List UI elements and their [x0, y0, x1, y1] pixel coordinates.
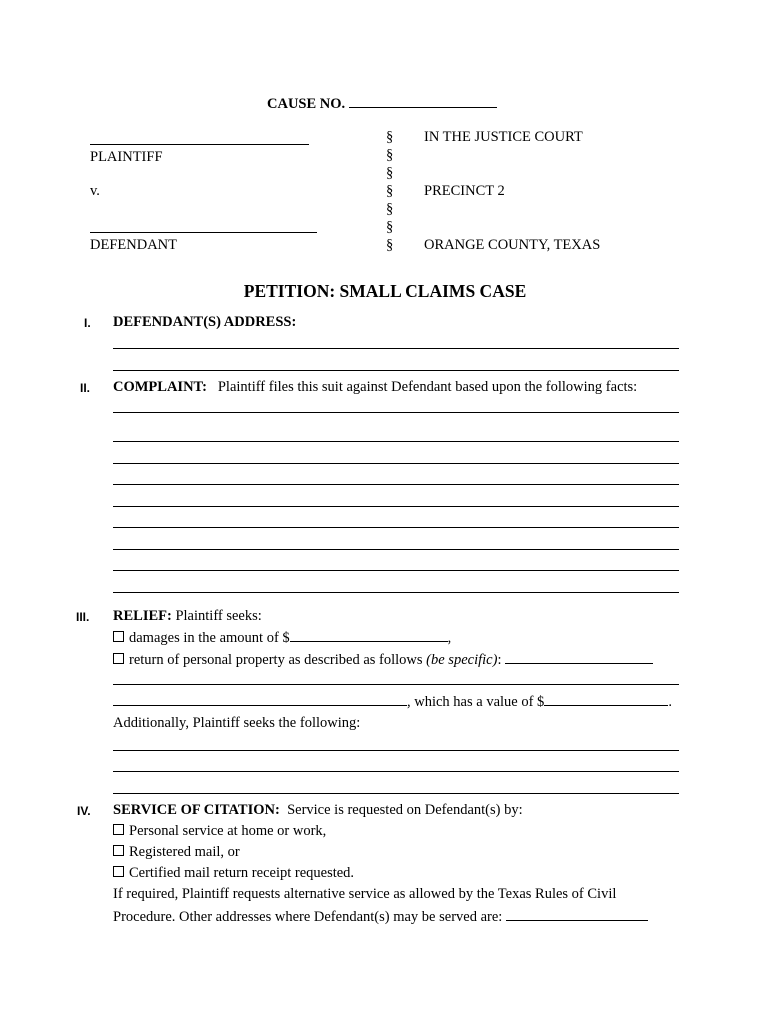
additional-relief-line[interactable] — [113, 771, 679, 772]
registered-mail-option — [113, 844, 240, 861]
property-description-field[interactable] — [113, 693, 407, 706]
damages-amount-field[interactable] — [290, 629, 448, 642]
section-numeral: I. — [84, 316, 91, 330]
petition-title: PETITION: SMALL CLAIMS CASE — [243, 281, 527, 301]
property-colon: : — [497, 652, 502, 668]
certified-mail-option — [113, 865, 354, 882]
cause-number-field[interactable] — [349, 95, 497, 108]
registered-mail-label: Registered mail, or — [129, 844, 240, 860]
court-label: IN THE JUSTICE COURT — [424, 129, 583, 145]
plaintiff-label: PLAINTIFF — [90, 149, 163, 165]
complaint-line[interactable] — [113, 484, 679, 485]
complaint-line[interactable] — [113, 527, 679, 528]
personal-service-checkbox[interactable] — [113, 824, 124, 835]
section-symbol: § — [386, 201, 394, 217]
alternative-service-text: If required, Plaintiff requests alternative service as allowed by the Texas Rules of Civil — [113, 886, 617, 902]
property-checkbox[interactable] — [113, 653, 124, 664]
plaintiff-name-line[interactable] — [90, 144, 309, 145]
damages-option — [113, 629, 451, 647]
section-numeral: IV. — [77, 804, 91, 818]
address-line[interactable] — [113, 370, 679, 371]
relief-heading-line — [113, 608, 262, 625]
property-specific-note: (be specific) — [426, 652, 498, 668]
section-numeral: III. — [76, 610, 90, 624]
section-symbol: § — [386, 219, 394, 235]
additional-relief-line[interactable] — [113, 793, 679, 794]
complaint-line[interactable] — [113, 592, 679, 593]
service-heading-line — [113, 802, 523, 819]
damages-comma: , — [447, 630, 452, 646]
personal-service-label: Personal service at home or work, — [129, 823, 327, 839]
precinct-label: PRECINCT 2 — [424, 183, 505, 199]
section-heading: DEFENDANT(S) ADDRESS: — [113, 314, 297, 330]
additional-relief-line[interactable] — [113, 750, 679, 751]
county-label: ORANGE COUNTY, TEXAS — [424, 237, 601, 253]
property-value-text: , which has a value of $ — [407, 694, 545, 710]
registered-mail-checkbox[interactable] — [113, 845, 124, 856]
section-symbol: § — [386, 147, 394, 163]
section-symbol: § — [386, 129, 394, 145]
complaint-text: Plaintiff files this suit against Defendant based upon the following facts: — [217, 379, 638, 395]
section-symbol: § — [386, 165, 394, 181]
versus-label: v. — [90, 183, 100, 199]
section-heading: COMPLAINT: — [113, 379, 207, 395]
property-value-line — [113, 693, 672, 711]
section-symbol: § — [386, 237, 394, 253]
complaint-line[interactable] — [113, 506, 679, 507]
property-value-field[interactable] — [544, 693, 668, 706]
additional-relief-text: Additionally, Plaintiff seeks the following: — [113, 715, 361, 731]
defendant-label: DEFENDANT — [90, 237, 177, 253]
damages-checkbox[interactable] — [113, 631, 124, 642]
complaint-line[interactable] — [113, 463, 679, 464]
address-line[interactable] — [113, 348, 679, 349]
certified-mail-checkbox[interactable] — [113, 866, 124, 877]
damages-label: damages in the amount of $ — [129, 630, 290, 646]
section-symbol: § — [386, 183, 394, 199]
section-heading: SERVICE OF CITATION: — [113, 802, 280, 818]
property-line[interactable] — [113, 684, 679, 685]
service-text: Service is requested on Defendant(s) by: — [287, 802, 523, 818]
certified-mail-label: Certified mail return receipt requested. — [129, 865, 355, 881]
property-label: return of personal property as described as follows — [129, 652, 423, 668]
section-numeral: II. — [80, 381, 91, 395]
section-heading: RELIEF: — [113, 608, 172, 624]
personal-service-option — [113, 823, 326, 840]
defendant-name-line[interactable] — [90, 232, 317, 233]
relief-text: Plaintiff seeks: — [175, 608, 262, 624]
other-addresses-line — [113, 908, 648, 926]
cause-number-label: CAUSE NO. — [267, 96, 346, 112]
complaint-line[interactable] — [113, 412, 679, 413]
other-addresses-text: Procedure. Other addresses where Defendant(s) may be served are: — [113, 909, 503, 925]
cause-number-line — [267, 95, 497, 113]
property-description-field[interactable] — [505, 651, 653, 664]
property-value-end: . — [668, 694, 672, 710]
complaint-line[interactable] — [113, 441, 679, 442]
other-addresses-field[interactable] — [506, 908, 648, 921]
property-option — [113, 651, 653, 669]
complaint-line[interactable] — [113, 549, 679, 550]
complaint-heading-line — [113, 379, 637, 396]
complaint-line[interactable] — [113, 570, 679, 571]
